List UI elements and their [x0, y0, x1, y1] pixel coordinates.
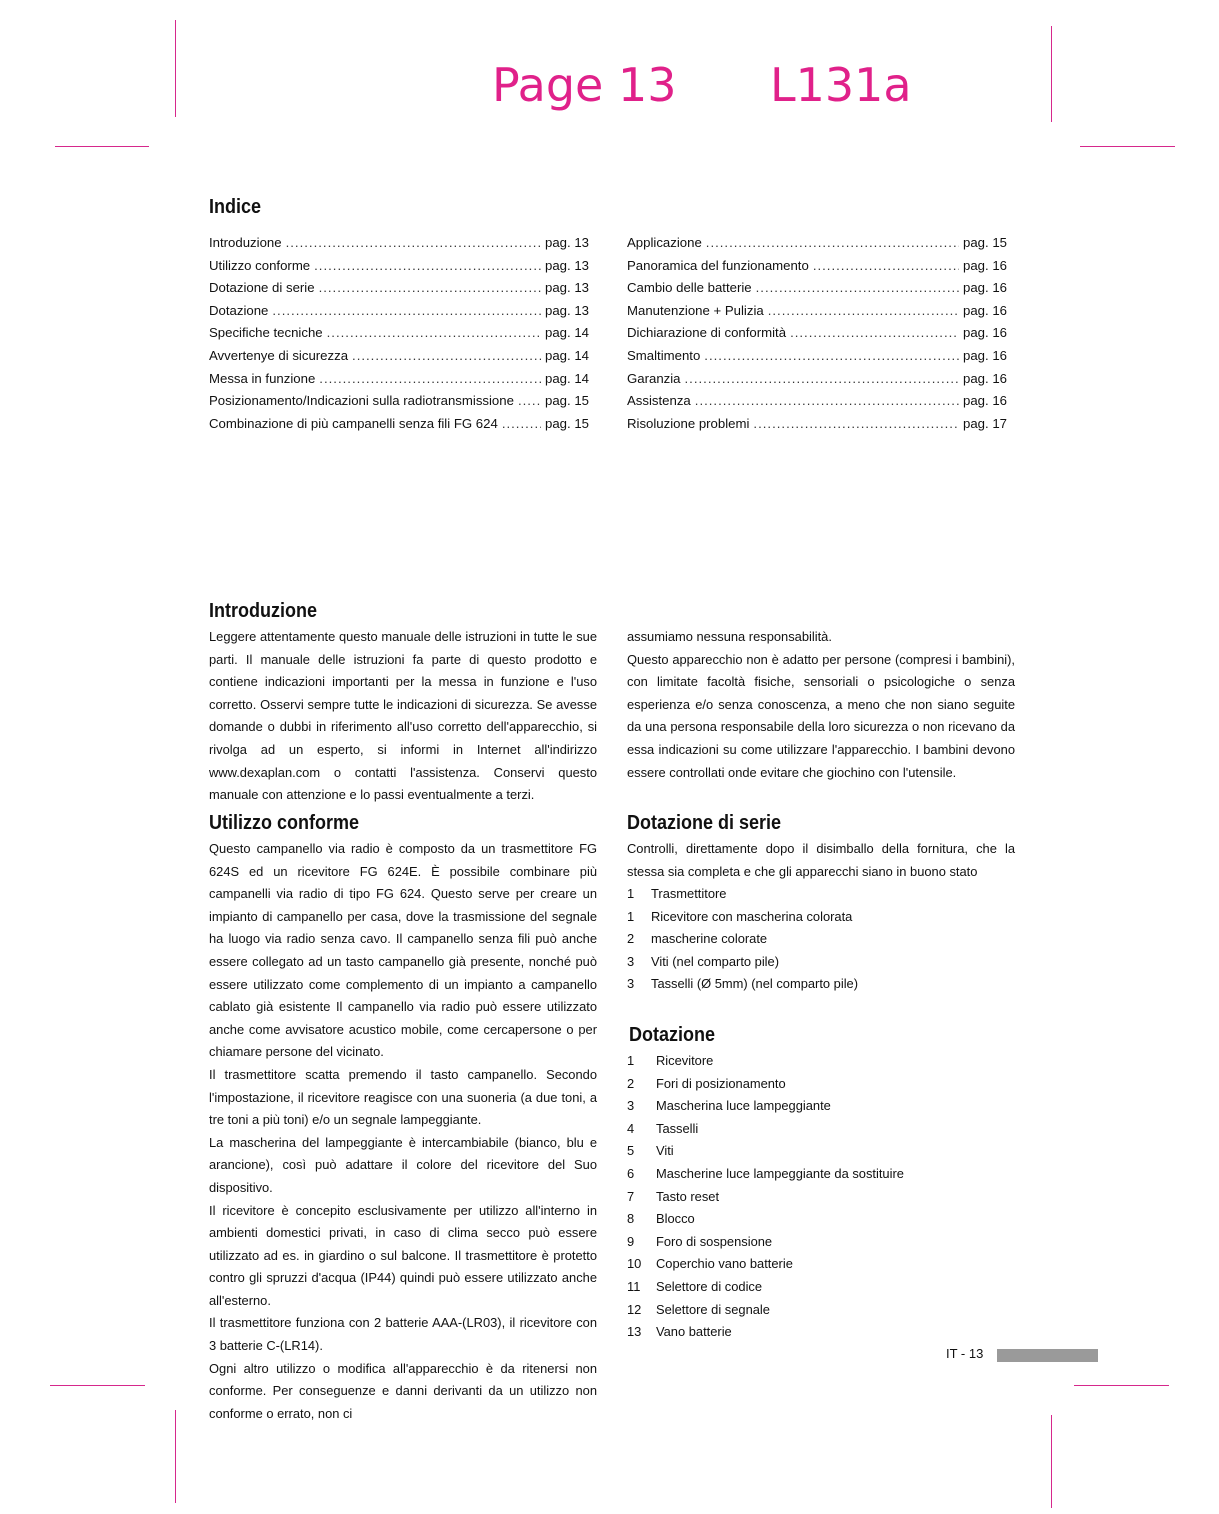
toc-page: pag. 16: [963, 257, 1007, 273]
toc-title: Assistenza: [627, 393, 691, 409]
paragraph: La mascherina del lampeggiante è intercambiabile (bianco, blu e arancione), così può adattare il colore del ricevitore del Suo dispositivo.: [209, 1134, 597, 1195]
toc-page: pag. 14: [545, 325, 589, 341]
toc-title: Manutenzione + Pulizia: [627, 302, 764, 318]
paragraph: Controlli, direttamente dopo il disimballo della fornitura, che la stessa sia completa e che gli apparecchi siano in buono stato: [627, 841, 1015, 879]
toc-page: pag. 13: [545, 280, 589, 296]
list-item: 1 Trasmettitore: [627, 886, 727, 901]
toc-title: Utilizzo conforme: [209, 257, 311, 273]
toc-title: Cambio delle batterie: [627, 280, 752, 296]
toc-page: pag. 14: [545, 370, 589, 386]
toc-title: Garanzia: [627, 370, 681, 386]
list-item: 3 Mascherina luce lampeggiante: [627, 1098, 831, 1114]
toc-title: Specifiche tecniche: [209, 325, 323, 341]
toc-row[interactable]: [627, 300, 1007, 323]
toc-row[interactable]: [627, 413, 1007, 436]
crop-mark: [1074, 1385, 1169, 1386]
toc-page: pag. 16: [963, 370, 1007, 386]
toc-leader: [314, 255, 541, 278]
crop-mark: [50, 1385, 145, 1386]
toc-leader: [813, 255, 959, 278]
toc-title: Risoluzione problemi: [627, 415, 750, 431]
toc-leader: [319, 368, 541, 391]
toc-leader: [352, 345, 541, 368]
toc-row[interactable]: [209, 345, 589, 368]
dotazione-title: Dotazione: [629, 1024, 716, 1046]
list-item: 10 Coperchio vano batterie: [627, 1256, 793, 1272]
toc-page: pag. 13: [545, 235, 589, 250]
toc-page: pag. 15: [963, 235, 1007, 250]
toc-page: pag. 15: [545, 393, 589, 409]
crop-mark: [1051, 1415, 1052, 1508]
toc-leader: [695, 390, 959, 413]
toc-row[interactable]: [209, 300, 589, 323]
page-label: Page 13: [492, 58, 677, 112]
list-item: 1 Ricevitore con mascherina colorata: [627, 908, 853, 924]
toc-title: Introduzione: [209, 235, 282, 250]
toc-leader: [286, 232, 541, 255]
list-item: 4 Tasselli: [627, 1120, 699, 1136]
toc-row[interactable]: [627, 390, 1007, 413]
crop-mark: [1080, 146, 1175, 147]
paragraph: Il ricevitore è concepito esclusivamente per utilizzo all'interno in ambienti domestici privati, in caso di clima secco può essere utilizzato ad es. in giardino o sul balcone. Il trasmettitore è protetto contro gli spruzzi d'acqua (IP44) quindi può essere utilizzato anche all'esterno.: [209, 1202, 597, 1308]
toc-leader: [327, 322, 541, 345]
toc-page: pag. 16: [963, 280, 1007, 296]
introduzione-title: Introduzione: [209, 600, 317, 622]
toc-title: Dotazione di serie: [209, 280, 315, 296]
footer-bar: [997, 1349, 1098, 1362]
crop-mark: [55, 146, 149, 147]
toc-row[interactable]: [627, 322, 1007, 345]
toc-row[interactable]: [627, 345, 1007, 368]
toc-row[interactable]: [627, 368, 1007, 391]
toc-leader: [756, 277, 959, 300]
toc-page: pag. 13: [545, 257, 589, 273]
toc-leader: [685, 368, 959, 391]
toc-page: pag. 16: [963, 347, 1007, 363]
paragraph: Il trasmettitore funziona con 2 batterie AAA-(LR03), il ricevitore con 3 batterie C-(LR14).: [209, 1315, 597, 1354]
toc-page: pag. 17: [963, 415, 1007, 431]
paragraph: Ogni altro utilizzo o modifica all'apparecchio è da ritenersi non conforme. Per conseguenze e danni derivanti da un utilizzo non conforme o errato, non ci: [209, 1360, 597, 1421]
list-item: 12 Selettore di segnale: [627, 1301, 770, 1317]
introduzione-body: [209, 626, 597, 807]
right-intro-body: [627, 626, 1015, 784]
dotazione-serie-list: [627, 883, 858, 996]
dotazione-serie-title: Dotazione di serie: [627, 812, 782, 834]
list-item: 5 Viti: [627, 1143, 674, 1159]
list-item: 11 Selettore di codice: [627, 1278, 763, 1294]
toc-row[interactable]: [209, 255, 589, 278]
toc-row[interactable]: [627, 277, 1007, 300]
model-code: L131a: [770, 58, 912, 112]
paragraph: assumiamo nessuna responsabilità.: [627, 629, 832, 644]
list-item: 2 Fori di posizionamento: [627, 1075, 786, 1091]
list-item: 2 mascherine colorate: [627, 931, 768, 947]
toc-page: pag. 16: [963, 325, 1007, 341]
toc-leader: [768, 300, 959, 323]
toc-title: Avvertenye di sicurezza: [209, 347, 349, 363]
list-item: 13 Vano batterie: [627, 1324, 732, 1340]
paragraph: Leggere attentamente questo manuale delle istruzioni in tutte le sue parti. Il manuale delle istruzioni fa parte di questo prodotto e contiene indicazioni importanti per la messa in funzione e l'uso corretto. Osservi sempre tutte le indicazioni di sicurezza. Se avesse domande o dubbi in riferimento all'uso corretto dell'apparecchio, si rivolga ad un esperto, si informi in Internet all'indirizzo www.dexaplan.com o contatti l'assistenza. Conservi questo manuale con attenzione e lo passi eventualmente a terzi.: [209, 629, 597, 803]
toc-row[interactable]: [627, 232, 1007, 255]
paragraph: Questo campanello via radio è composto da un trasmettitore FG 624S ed un ricevitore FG 624E. È possibile combinare più campanelli via radio di tipo FG 624. Questo serve per creare un impianto di campanello per casa, dove la trasmissione del segnale ha luogo via radio senza cavo. Il campanello senza fili può anche essere collegato ad un tasto campanello già presente, nonché può essere utilizzato come complemento di un impianto a campanello cablato già esistente Il campanello via radio può essere utilizzato anche come avvisatore acustico mobile, come cercapersone o per chiamare persone del vicinato.: [209, 841, 597, 1060]
toc-right: [627, 232, 1007, 435]
paragraph: Il trasmettitore scatta premendo il tasto campanello. Secondo l'impostazione, il ricevitore reagisce con una suoneria (a due toni, a tre toni a più toni) e/o un segnale lampeggiante.: [209, 1066, 597, 1128]
toc-title: Posizionamento/Indicazioni sulla radiotransmissione: [209, 393, 514, 409]
list-item: 3 Viti (nel comparto pile): [627, 953, 780, 969]
list-item: 1 Ricevitore: [627, 1053, 714, 1068]
toc-page: pag. 13: [545, 302, 589, 318]
toc-leader: [518, 390, 541, 413]
utilizzo-title: Utilizzo conforme: [209, 812, 360, 834]
toc-title: Applicazione: [627, 235, 702, 250]
toc-leader: [502, 413, 541, 436]
toc-title: Messa in funzione: [209, 370, 316, 386]
list-item: 8 Blocco: [627, 1211, 695, 1227]
list-item: 3 Tasselli (Ø 5mm) (nel comparto pile): [627, 976, 859, 992]
paragraph: Questo apparecchio non è adatto per persone (compresi i bambini), con limitate facoltà fisiche, sensoriali o psicologiche o senza esperienza e/o senza conoscenza, a meno che non siano seguite da una persona responsabile della loro sicurezza o non ricevano da essa indicazioni su come utilizzare l'apparecchio. I bambini devono essere controllati onde evitare che giochino con l'utensile.: [627, 651, 1015, 780]
toc-page: pag. 16: [963, 393, 1007, 409]
toc-page: pag. 15: [545, 415, 589, 431]
toc-leader: [790, 322, 959, 345]
utilizzo-body: [209, 838, 597, 1425]
dotazione-serie-intro: [627, 838, 1015, 883]
toc-leader: [706, 232, 959, 255]
toc-row[interactable]: [209, 232, 589, 255]
toc-row[interactable]: [209, 322, 589, 345]
toc-row[interactable]: [209, 277, 589, 300]
list-item: 9 Foro di sospensione: [627, 1233, 773, 1249]
toc-title: Dotazione: [209, 302, 269, 318]
toc-title: Combinazione di più campanelli senza fili FG 624: [209, 415, 498, 431]
toc-row[interactable]: [209, 390, 589, 413]
toc-page: pag. 16: [963, 302, 1007, 318]
indice-title: Indice: [209, 196, 262, 218]
toc-page: pag. 14: [545, 347, 589, 363]
crop-mark: [175, 20, 176, 117]
toc-left: [209, 232, 589, 435]
list-item: 6 Mascherine luce lampeggiante da sostituire: [627, 1165, 904, 1181]
toc-leader: [272, 300, 541, 323]
toc-row[interactable]: [209, 413, 589, 436]
crop-mark: [1051, 26, 1052, 122]
toc-title: Dichiarazione di conformità: [627, 325, 787, 341]
toc-title: Panoramica del funzionamento: [627, 257, 809, 273]
list-item: 7 Tasto reset: [627, 1188, 720, 1204]
toc-title: Smaltimento: [627, 347, 701, 363]
toc-leader: [753, 413, 959, 436]
toc-row[interactable]: [209, 368, 589, 391]
toc-leader: [319, 277, 541, 300]
dotazione-list: [627, 1050, 904, 1344]
toc-row[interactable]: [627, 255, 1007, 278]
footer-page-number: IT - 13: [946, 1346, 984, 1361]
toc-leader: [704, 345, 959, 368]
crop-mark: [175, 1410, 176, 1503]
